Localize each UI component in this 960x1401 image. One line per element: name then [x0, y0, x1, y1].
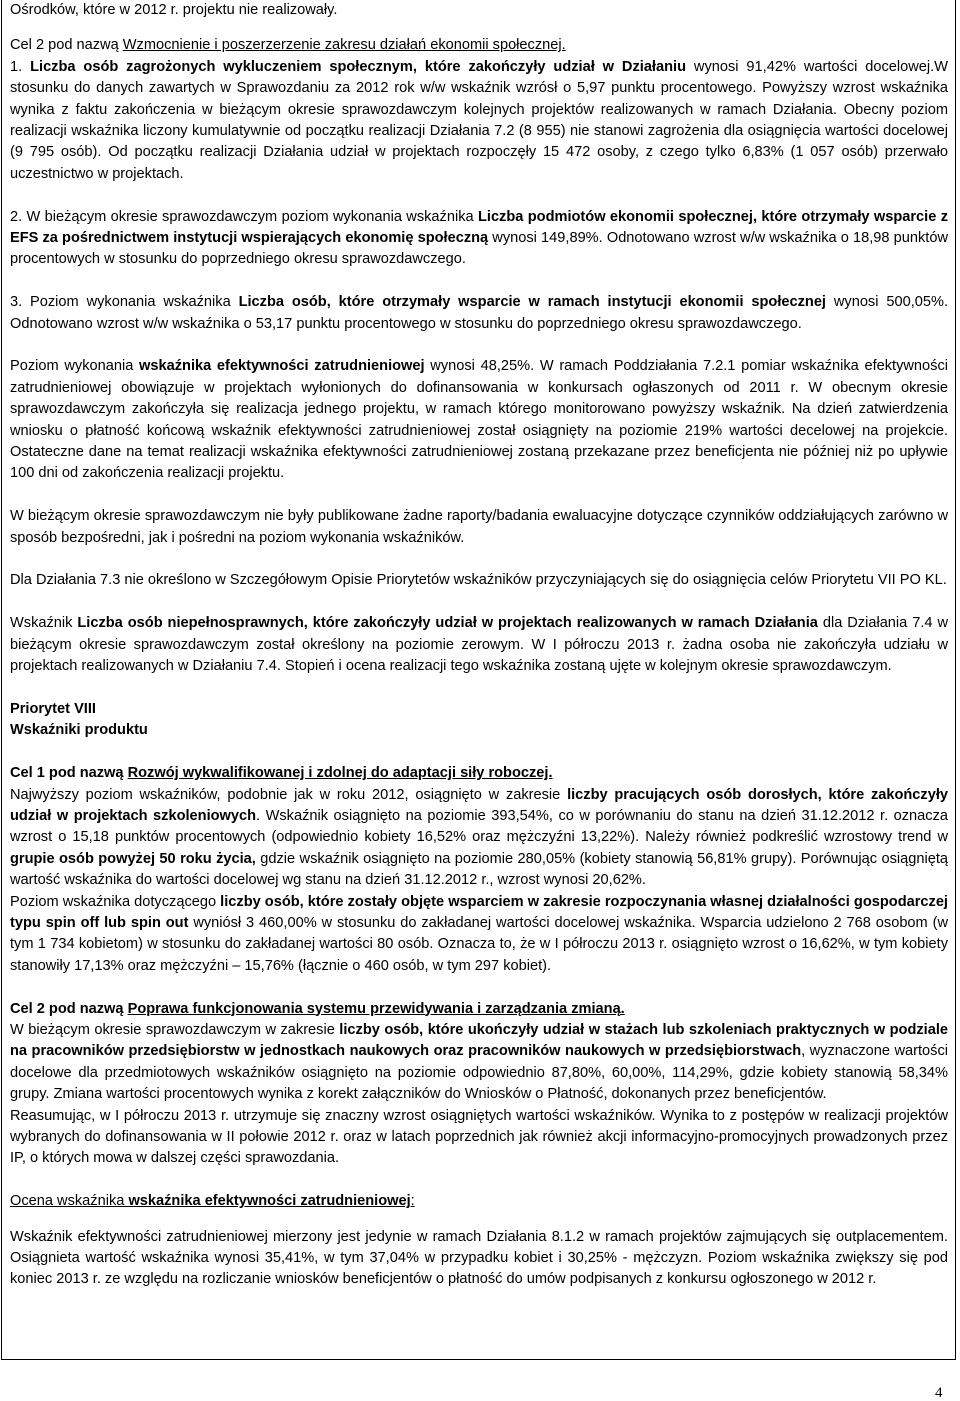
goal-2b-heading: Cel 2 pod nazwą Poprawa funkcjonowania systemu przewidywania i zarządzania zmianą.	[10, 1000, 625, 1017]
goal-2-title: Wzmocnienie i poszerzerzenie zakresu działań ekonomii społecznej.	[122, 37, 566, 54]
paragraph-employment-efficiency: Poziom wykonania wskaźnika efektywności zatrudnieniowej wynosi 48,25%. W ramach Poddziałania 7.2.1 pomiar wskaźnika efektywności zatrudnieniowej obowiązuje w projektach wyłonionych do dofinansowania w konkursach ogłaszonych od 2011 r. W obecnym okresie sprawozdawczym zakończyła się realizacja jednego projektu, w ramach którego monitorowano powyższy wskaźnik. Na dzień zatwierdzenia wniosku o płatność końcową wskaźnik efektywności zatrudnieniowej został osiągnięty na poziomie 219% wartości decelowej na projekcie. Ostateczne dane na temat realizacji wskaźnika efektywności zatrudnieniowej zostaną przekazane przez beneficjenta nie później niż po upływie 100 dni od zakończenia realizacji projektu.	[10, 358, 949, 482]
paragraph-indicator-3: 3. Poziom wykonania wskaźnika Liczba osób, które otrzymały wsparcie w ramach instytucji ekonomii społecznej wynosi 500,05%. Odnotowano wzrost w/w wskaźnika o 53,17 punktu procentowego w stosunku do poprzedniego okresu sprawozdawczego.	[10, 294, 949, 332]
paragraph-indicator-1: 1. Liczba osób zagrożonych wykluczeniem społecznym, które zakończyły udział w Działaniu wynosi 91,42% wartości docelowej.W stosunku do danych zawartych w Sprawozdaniu za 2012 rok w/w wskaźnik wzrósł o 5,97 punktu procentowego. Powyższy wzrost wskaźnika wynika z faktu zakończenia w bieżącym okresie sprawozdawczym kolejnych projektów realizowanych w ramach Działania. Obecny poziom realizacji wskaźnika liczony kumulatywnie od początku realizacji Działania 7.2 (8 955) nie stanowi zagrożenia dla osiągnięcia wartości docelowej (9 795 osób). Od początku realizacji Działania udział w projektach rozpoczęły 15 472 osoby, z czego tylko 6,83% (1 057 osób) przerwało uczestnictwo w projektach.	[10, 58, 948, 182]
paragraph-summary: Reasumując, w I półroczu 2013 r. utrzymuje się znaczny wzrost osiągniętych wartości wskaźników. Wynika to z postępów w realizacji projektów wybranych do dofinansowania w II połowie 2012 r. oraz w latach poprzednich jak również akcji informacyjno-promocyjnych prowadzonych przez IP, o których mowa w dalszej części sprawozdania.	[10, 1107, 948, 1167]
paragraph-indicator-2: 2. W bieżącym okresie sprawozdawczym poziom wykonania wskaźnika Liczba podmiotów ekonomii społecznej, które otrzymały wsparcie z EFS za pośrednictwem instytucji wspierających ekonomię społeczną wynosi 149,89%. Odnotowano wzrost w/w wskaźnika o 18,98 punktów procentowych w stosunku do poprzedniego okresu sprawozdawczego.	[10, 208, 949, 268]
goal-2-heading: Cel 2 pod nazwą Wzmocnienie i poszerzerzenie zakresu działań ekonomii społecznej.	[10, 37, 566, 54]
goal-1-title: Rozwój wykwalifikowanej i zdolnej do adaptacji siły roboczej.	[127, 765, 553, 782]
paragraph-evaluation-reports: W bieżącym okresie sprawozdawczym nie były publikowane żadne raporty/badania ewaluacyjne dotyczące czynników oddziałujących zarówno w sposób bezpośredni, jak i pośredni na poziom wykonania wskaźników.	[10, 508, 948, 546]
paragraph-action-7-3: Dla Działania 7.3 nie określono w Szczegółowym Opisie Priorytetów wskaźników przyczyniających się do osiągnięcia celów Priorytetu VII PO KL.	[10, 572, 947, 589]
priority-heading: Priorytet VIII	[10, 700, 96, 717]
document-body	[10, 0, 948, 1291]
intro-line: Ośrodków, które w 2012 r. projektu nie realizowały.	[10, 2, 338, 18]
paragraph-assessment: Wskaźnik efektywności zatrudnieniowej mierzony jest jedynie w ramach Działania 8.1.2 w ramach projektów zajmujących się outplacementem. Osiągnieta wartość wskaźnika wynosi 35,41%, w tym 37,04% w przypadku kobiet i 30,25% - mężczyzn. Poziom wskaźnika zwiększy się pod koniec 2013 r. ze względu na rozliczanie wniosków beneficjentów o płatność do umów podpisanych z konkursu ogłoszonego w 2012 r.	[10, 1228, 948, 1288]
goal-1-heading: Cel 1 pod nazwą Rozwój wykwalifikowanej i zdolnej do adaptacji siły roboczej.	[10, 765, 553, 782]
paragraph-adult-workers: Najwyższy poziom wskaźników, podobnie jak w roku 2012, osiągnięto w zakresie liczby pracujących osób dorosłych, które zakończyły udział w projektach szkoleniowych. Wskaźnik osiągnięto na poziomie 393,54%, co w porównaniu do stanu na dzień 31.12.2012 r. oznacza wzrost o 15,18 punktów procentowych (odpowiednio kobiety 16,52% oraz mężczyźni 13,22%). Należy również podkreślić wzrostowy trend w grupie osób powyżej 50 roku życia, gdzie wskaźnik osiągnięto na poziomie 280,05% (kobiety stanowią 56,81% grupy). Porównując osiągniętą wartość wskaźnika do wartości docelowej wg stanu na dzień 31.12.2012 r., wzrost wynosi 20,62%.	[10, 786, 949, 889]
goal-2b-title: Poprawa funkcjonowania systemu przewidywania i zarządzania zmianą.	[127, 1000, 625, 1017]
page-number: 4	[935, 1385, 943, 1401]
assessment-heading: Ocena wskaźnika wskaźnika efektywności zatrudnieniowej:	[10, 1193, 415, 1210]
paragraph-action-7-4: Wskaźnik Liczba osób niepełnosprawnych, które zakończyły udział w projektach realizowanych w ramach Działania dla Działania 7.4 w bieżącym okresie sprawozdawczym został określony na poziomie zerowym. W I półroczu 2013 r. żadna osoba nie zakończyła udziału w projektach realizowanych w Działaniu 7.4. Stopień i ocena realizacji tego wskaźnika zostaną ujęte w kolejnym okresie sprawozdawczym.	[10, 615, 948, 675]
paragraph-spin-off: Poziom wskaźnika dotyczącego liczby osób, które zostały objęte wsparciem w zakresie rozpoczynania własnej działalności gospodarczej typu spin off lub spin out wyniósł 3 460,00% w stosunku do zakładanej wartości docelowej wskaźnika. Wsparcia udzielono 2 768 osobom (w tym 1 734 kobietom) w stosunku do zakładanej wartości 80 osób. Oznacza to, że w I półroczu 2013 r. osiągnięto wzrost o 16,62%, w tym kobiety stanowiły 17,13% oraz mężczyźni – 15,76% (łącznie o 460 osób, w tym 297 kobiet).	[10, 893, 948, 974]
paragraph-internships: W bieżącym okresie sprawozdawczym w zakresie liczby osób, które ukończyły udział w stażach lub szkoleniach praktycznych w podziale na pracowników przedsiębiorstw w jednostkach naukowych oraz pracowników naukowych w przedsiębiorstwach, wyznaczone wartości docelowe dla przedmiotowych wskaźników osiągnięto na poziomie odpowiednio 87,80%, 60,00%, 114,29%, gdzie kobiety stanowią 58,34% grupy. Zmiana wartości procentowych wynika z korekt załączników do Wniosków o Płatność, dokonanych przez beneficjentów.	[10, 1021, 948, 1103]
product-indicators-heading: Wskaźniki produktu	[10, 722, 148, 739]
